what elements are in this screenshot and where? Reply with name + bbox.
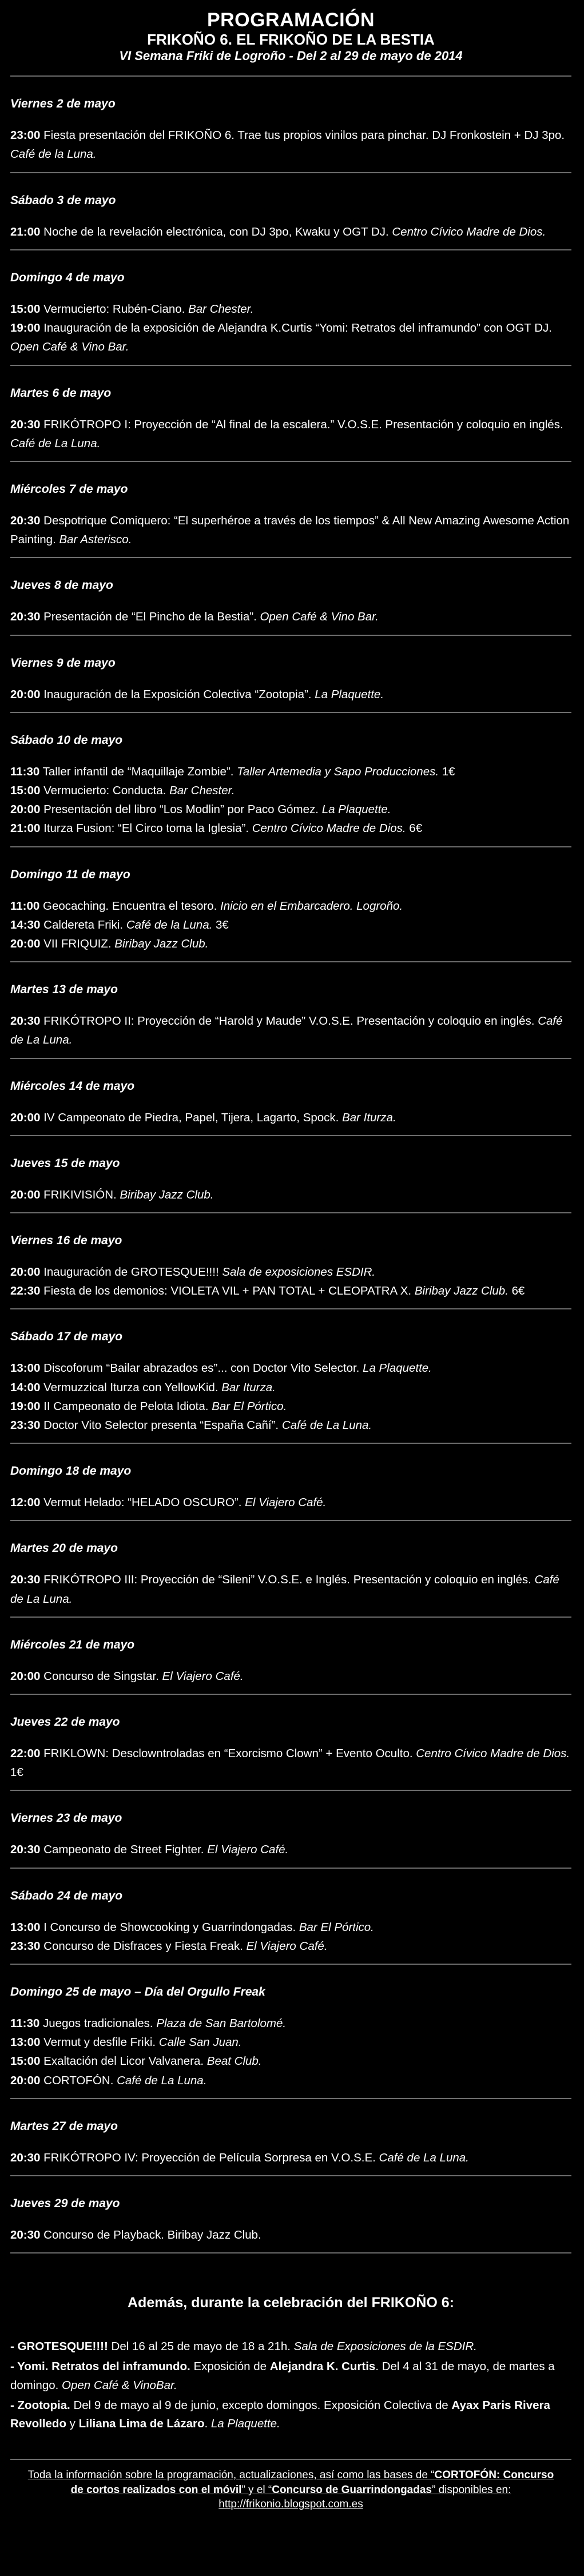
- extras-list: [10, 2338, 571, 2434]
- event-venue: Calle San Juan.: [158, 2036, 242, 2049]
- event-time: 20:30: [10, 513, 41, 527]
- day-title: Domingo 11 de mayo: [10, 867, 130, 881]
- day-title: Domingo 4 de mayo: [10, 270, 125, 284]
- extra-bold2: Alejandra K. Curtis: [269, 2360, 376, 2374]
- event-description: Exaltación del Licor Valvanera.: [43, 2055, 204, 2068]
- event-item: [10, 126, 571, 164]
- event-item: [10, 1185, 571, 1204]
- event-venue: Bar Asterisco.: [59, 533, 132, 547]
- event-time: 15:00: [10, 783, 41, 797]
- day-block: [10, 2176, 571, 2252]
- event-description: Campeonato de Street Fighter.: [43, 1843, 204, 1857]
- event-item: [10, 415, 571, 453]
- event-venue: Bar Chester.: [188, 302, 254, 316]
- event-item: [10, 1416, 571, 1435]
- event-time: 20:00: [10, 937, 41, 950]
- day-title: Martes 13 de mayo: [10, 983, 118, 997]
- event-description: Inauguración de la Exposición Colectiva “Zootopia”.: [43, 687, 312, 701]
- event-time: 20:30: [10, 1014, 41, 1028]
- day-block: [10, 713, 571, 846]
- day-block: [10, 462, 571, 557]
- event-description: Discoforum “Bailar abrazados es”... con Doctor Vito Selector.: [43, 1361, 360, 1375]
- event-description: II Campeonato de Pelota Idiota.: [43, 1399, 209, 1413]
- event-venue: Biribay Jazz Club.: [114, 937, 209, 950]
- extra-text: Exposición de: [190, 2360, 270, 2374]
- event-item: [10, 915, 571, 934]
- day-block: [10, 250, 571, 365]
- info-note: Toda la información sobre la programación, actualizaciones, así como las bases de “CORTOFÓN: Concurso de cortos realizados con el móvil” y el “Concurso de Guarrindongadas” disponibles en: http://frikonio.blogspot.com.es: [27, 2469, 554, 2511]
- page-subtitle: FRIKOÑO 6. EL FRIKOÑO DE LA BESTIA: [147, 31, 435, 49]
- event-price: 6€: [406, 822, 423, 835]
- event-item: [10, 511, 571, 549]
- event-venue: Café de La Luna.: [117, 2073, 207, 2087]
- event-time: 23:30: [10, 1939, 41, 1953]
- event-item: [10, 607, 571, 626]
- event-item: [10, 1359, 571, 1377]
- event-venue: Café de la Luna.: [10, 148, 97, 161]
- event-venue: Café de la Luna.: [126, 918, 213, 931]
- event-venue: Café de La Luna.: [379, 2151, 469, 2164]
- event-description: Geocaching. Encuentra el tesoro.: [43, 899, 217, 913]
- event-time: 20:00: [10, 2073, 41, 2087]
- event-description: Inauguración de GROTESQUE!!!!: [43, 1265, 219, 1279]
- event-description: Fiesta presentación del FRIKOÑO 6. Trae tus propios vinilos para pinchar. DJ Fronkostein + DJ 3po.: [43, 129, 565, 142]
- event-item: [10, 1397, 571, 1416]
- event-time: 22:30: [10, 1284, 41, 1298]
- event-time: 20:00: [10, 1669, 41, 1683]
- extra-text: Del 16 al 25 de mayo de 18 a 21h.: [108, 2340, 291, 2354]
- event-description: Fiesta de los demonios: VIOLETA VIL + PAN TOTAL + CLEOPATRA X.: [43, 1284, 412, 1298]
- extra-lead: - Yomi. Retratos del inframundo.: [10, 2360, 190, 2374]
- event-venue: Plaza de San Bartolomé.: [156, 2017, 287, 2030]
- day-block: [10, 173, 571, 249]
- event-time: 20:30: [10, 1573, 41, 1587]
- event-time: 22:00: [10, 1746, 41, 1760]
- schedule-list: [10, 75, 571, 2252]
- day-title: Miércoles 7 de mayo: [10, 482, 128, 496]
- event-description: FRIKÓTROPO IV: Proyección de Película Sorpresa en V.O.S.E.: [43, 2151, 376, 2164]
- event-item: [10, 762, 571, 781]
- event-item: [10, 781, 571, 800]
- event-time: 20:00: [10, 803, 41, 817]
- event-description: Concurso de Playback. Biribay Jazz Club.: [43, 2228, 261, 2242]
- extra-item: [10, 2338, 571, 2356]
- day-title: Viernes 23 de mayo: [10, 1811, 122, 1825]
- event-description: Taller infantil de “Maquillaje Zombie”.: [42, 765, 234, 778]
- event-item: [10, 1281, 571, 1300]
- event-item: [10, 1263, 571, 1281]
- event-venue: Sala de exposiciones ESDIR.: [222, 1265, 376, 1279]
- day-block: [10, 847, 571, 962]
- day-block: [10, 1136, 571, 1212]
- event-time: 13:00: [10, 1920, 41, 1934]
- event-venue: Bar Iturza.: [221, 1380, 276, 1394]
- day-block: [10, 1869, 571, 1964]
- event-item: [10, 1108, 571, 1127]
- event-time: 11:30: [10, 765, 40, 778]
- event-description: FRIKÓTROPO III: Proyección de “Sileni” V.O.S.E. e Inglés. Presentación y coloquio en inglés.: [43, 1573, 531, 1587]
- extra-text2: y: [66, 2417, 79, 2431]
- event-description: FRIKÓTROPO II: Proyección de “Harold y Maude” V.O.S.E. Presentación y coloquio en inglés.: [43, 1014, 535, 1028]
- extra-item: [10, 2396, 571, 2434]
- day-block: [10, 636, 571, 712]
- extra-venue: Sala de Exposiciones de la ESDIR.: [290, 2340, 477, 2354]
- event-time: 20:30: [10, 610, 41, 624]
- event-venue: Centro Cívico Madre de Dios.: [392, 225, 546, 238]
- day-block: [10, 558, 571, 634]
- event-venue: Inicio en el Embarcadero. Logroño.: [220, 899, 403, 913]
- event-time: 15:00: [10, 302, 41, 316]
- day-block: [10, 962, 571, 1057]
- event-venue: Centro Cívico Madre de Dios.: [416, 1746, 570, 1760]
- event-time: 20:00: [10, 687, 41, 701]
- event-time: 20:30: [10, 417, 41, 431]
- event-item: [10, 2014, 571, 2033]
- event-item: [10, 1570, 571, 1608]
- day-title: Sábado 10 de mayo: [10, 733, 123, 747]
- event-time: 11:00: [10, 899, 40, 913]
- event-item: [10, 1378, 571, 1397]
- day-title: Viernes 9 de mayo: [10, 656, 116, 670]
- program-header: [10, 9, 571, 63]
- event-item: [10, 1012, 571, 1049]
- event-venue: Biribay Jazz Club.: [120, 1188, 214, 1201]
- event-item: [10, 934, 571, 953]
- event-time: 23:30: [10, 1418, 41, 1432]
- event-time: 20:30: [10, 2151, 41, 2164]
- day-title: Martes 20 de mayo: [10, 1542, 118, 1555]
- day-block: [10, 1444, 571, 1520]
- event-time: 19:00: [10, 1399, 41, 1413]
- event-time: 13:00: [10, 2036, 41, 2049]
- day-block: [10, 1965, 571, 2098]
- event-venue: La Plaquette.: [363, 1361, 432, 1375]
- event-item: [10, 1744, 571, 1782]
- event-venue: Bar Chester.: [169, 783, 235, 797]
- event-time: 20:00: [10, 1265, 41, 1279]
- event-description: Vermucierto: Conducta.: [43, 783, 166, 797]
- event-item: [10, 1918, 571, 1937]
- event-time: 11:30: [10, 2017, 40, 2030]
- event-venue: Centro Cívico Madre de Dios.: [252, 822, 406, 835]
- event-venue: Open Café & Vino Bar.: [260, 610, 379, 624]
- event-item: [10, 2148, 571, 2167]
- extra-venue: La Plaquette.: [208, 2417, 280, 2431]
- event-description: CORTOFÓN.: [43, 2073, 114, 2087]
- event-item: [10, 2033, 571, 2052]
- day-block: [10, 1213, 571, 1308]
- event-description: Vermuzzical Iturza con YellowKid.: [43, 1380, 218, 1394]
- event-venue: El Viajero Café.: [245, 1496, 327, 1510]
- extra-text: Del 9 de mayo al 9 de junio, excepto domingos. Exposición Colectiva de: [70, 2398, 452, 2412]
- day-title: Viernes 2 de mayo: [10, 97, 116, 111]
- event-description: IV Campeonato de Piedra, Papel, Tijera, Lagarto, Spock.: [43, 1110, 339, 1124]
- event-description: I Concurso de Showcooking y Guarrindongadas.: [43, 1920, 296, 1934]
- day-title: Domingo 18 de mayo: [10, 1464, 132, 1478]
- event-item: [10, 2225, 571, 2244]
- day-title: Domingo 25 de mayo – Día del Orgullo Freak: [10, 1985, 265, 1998]
- event-item: [10, 897, 571, 915]
- day-block: [10, 1309, 571, 1443]
- event-time: 23:00: [10, 129, 41, 142]
- extra-lead: - GROTESQUE!!!!: [10, 2340, 108, 2354]
- extra-item: [10, 2358, 571, 2395]
- event-item: [10, 300, 571, 318]
- event-time: 14:30: [10, 918, 41, 931]
- event-description: Presentación de “El Pincho de la Bestia”.: [43, 610, 257, 624]
- event-description: Iturza Fusion: “El Circo toma la Iglesia”.: [43, 822, 249, 835]
- event-description: Noche de la revelación electrónica, con DJ 3po, Kwaku y OGT DJ.: [43, 225, 389, 238]
- event-description: VII FRIQUIZ.: [43, 937, 112, 950]
- event-venue: Bar El Pórtico.: [299, 1920, 374, 1934]
- event-time: 14:00: [10, 1380, 41, 1394]
- event-description: Doctor Vito Selector presenta “España Cañí”.: [43, 1418, 279, 1432]
- event-venue: Café de La Luna.: [10, 1014, 563, 1047]
- event-description: Vermut y desfile Friki.: [43, 2036, 156, 2049]
- event-description: Concurso de Disfraces y Fiesta Freak.: [43, 1939, 243, 1953]
- event-venue: Café de La Luna.: [10, 436, 101, 450]
- day-title: Martes 27 de mayo: [10, 2119, 118, 2133]
- event-description: Juegos tradicionales.: [43, 2017, 153, 2030]
- extra-bold3: Liliana Lima de Lázaro: [78, 2417, 205, 2431]
- extra-bold2: Ayax Paris Rivera Revolledo: [10, 2398, 550, 2431]
- event-item: [10, 1493, 571, 1512]
- event-venue: Bar El Pórtico.: [212, 1399, 287, 1413]
- event-time: 21:00: [10, 225, 41, 238]
- event-description: Vermucierto: Rubén-Ciano.: [43, 302, 185, 316]
- event-time: 20:30: [10, 1843, 41, 1857]
- event-venue: Open Café & Vino Bar.: [10, 340, 129, 354]
- event-price: 1€: [439, 765, 455, 778]
- event-item: [10, 1667, 571, 1686]
- day-block: [10, 1695, 571, 1790]
- event-price: 6€: [508, 1284, 525, 1298]
- day-title: Sábado 17 de mayo: [10, 1330, 123, 1344]
- event-time: 21:00: [10, 822, 41, 835]
- event-venue: Bar Iturza.: [342, 1110, 396, 1124]
- event-description: Inauguración de la exposición de Alejandra K.Curtis “Yomi: Retratos del inframundo” con OGT DJ.: [43, 321, 552, 335]
- extras-title: Además, durante la celebración del FRIKOÑO 6:: [128, 2295, 454, 2311]
- extra-text2: . Del 4 al 31 de mayo, de martes a domingo.: [10, 2360, 555, 2392]
- day-title: Jueves 22 de mayo: [10, 1715, 120, 1729]
- day-title: Jueves 29 de mayo: [10, 2197, 120, 2211]
- day-block: [10, 77, 571, 172]
- event-venue: La Plaquette.: [315, 687, 384, 701]
- event-description: Caldereta Friki.: [43, 918, 124, 931]
- event-time: 20:00: [10, 1188, 41, 1201]
- event-description: Vermut Helado: “HELADO OSCURO”.: [43, 1496, 242, 1510]
- event-item: [10, 1840, 571, 1859]
- event-item: [10, 685, 571, 704]
- event-description: FRIKLOWN: Desclowntroladas en “Exorcismo Clown” + Evento Oculto.: [43, 1746, 413, 1760]
- event-venue: La Plaquette.: [321, 803, 391, 817]
- day-block: [10, 1791, 571, 1867]
- event-item: [10, 1937, 571, 1956]
- event-item: [10, 2052, 571, 2071]
- event-time: 20:30: [10, 2228, 41, 2242]
- event-venue: El Viajero Café.: [162, 1669, 244, 1683]
- day-title: Miércoles 21 de mayo: [10, 1638, 135, 1651]
- event-item: [10, 222, 571, 241]
- day-block: [10, 1618, 571, 1694]
- event-description: Concurso de Singstar.: [43, 1669, 159, 1683]
- event-description: Despotrique Comiquero: “El superhéroe a través de los tiempos” & All New Amazing Awesome Action Painting.: [10, 513, 570, 547]
- event-item: [10, 2071, 571, 2090]
- day-title: Jueves 15 de mayo: [10, 1156, 120, 1170]
- day-block: [10, 1059, 571, 1135]
- extra-venue: Open Café & VinoBar.: [58, 2378, 177, 2392]
- event-venue: Café de La Luna.: [10, 1573, 559, 1606]
- event-time: 12:00: [10, 1496, 41, 1510]
- event-item: [10, 800, 571, 819]
- event-description: FRIKIVISIÓN.: [43, 1188, 117, 1201]
- event-time: 15:00: [10, 2055, 41, 2068]
- day-block: [10, 2099, 571, 2175]
- event-time: 13:00: [10, 1361, 41, 1375]
- event-venue: El Viajero Café.: [246, 1939, 328, 1953]
- event-venue: Beat Club.: [206, 2055, 262, 2068]
- event-description: Presentación del libro “Los Modlin” por Paco Gómez.: [43, 803, 319, 817]
- day-block: [10, 366, 571, 461]
- day-title: Sábado 3 de mayo: [10, 193, 116, 207]
- blog-link[interactable]: ” disponibles en: http://frikonio.blogspot.com.es: [218, 2483, 511, 2511]
- event-time: 20:00: [10, 1110, 41, 1124]
- day-title: Viernes 16 de mayo: [10, 1233, 122, 1247]
- extra-text3: .: [204, 2417, 208, 2431]
- day-title: Martes 6 de mayo: [10, 386, 112, 400]
- event-venue: Café de La Luna.: [281, 1418, 372, 1432]
- event-price: 3€: [212, 918, 229, 931]
- event-item: [10, 819, 571, 838]
- extras-section: [10, 2253, 571, 2512]
- event-time: 19:00: [10, 321, 41, 335]
- event-venue: Taller Artemedia y Sapo Producciones.: [237, 765, 439, 778]
- page-tagline: VI Semana Friki de Logroño - Del 2 al 29 de mayo de 2014: [119, 48, 463, 63]
- event-venue: El Viajero Café.: [207, 1843, 289, 1857]
- day-title: Jueves 8 de mayo: [10, 579, 113, 592]
- day-title: Miércoles 14 de mayo: [10, 1079, 135, 1093]
- event-price: 1€: [10, 1766, 23, 1779]
- event-venue: Biribay Jazz Club.: [414, 1284, 508, 1298]
- extra-lead: - Zootopia.: [10, 2398, 70, 2412]
- event-description: FRIKÓTROPO I: Proyección de “Al final de la escalera.” V.O.S.E. Presentación y coloquio en inglés.: [43, 417, 563, 431]
- day-title: Sábado 24 de mayo: [10, 1889, 123, 1902]
- page-title: PROGRAMACIÓN: [206, 9, 375, 31]
- event-item: [10, 318, 571, 356]
- day-block: [10, 1521, 571, 1616]
